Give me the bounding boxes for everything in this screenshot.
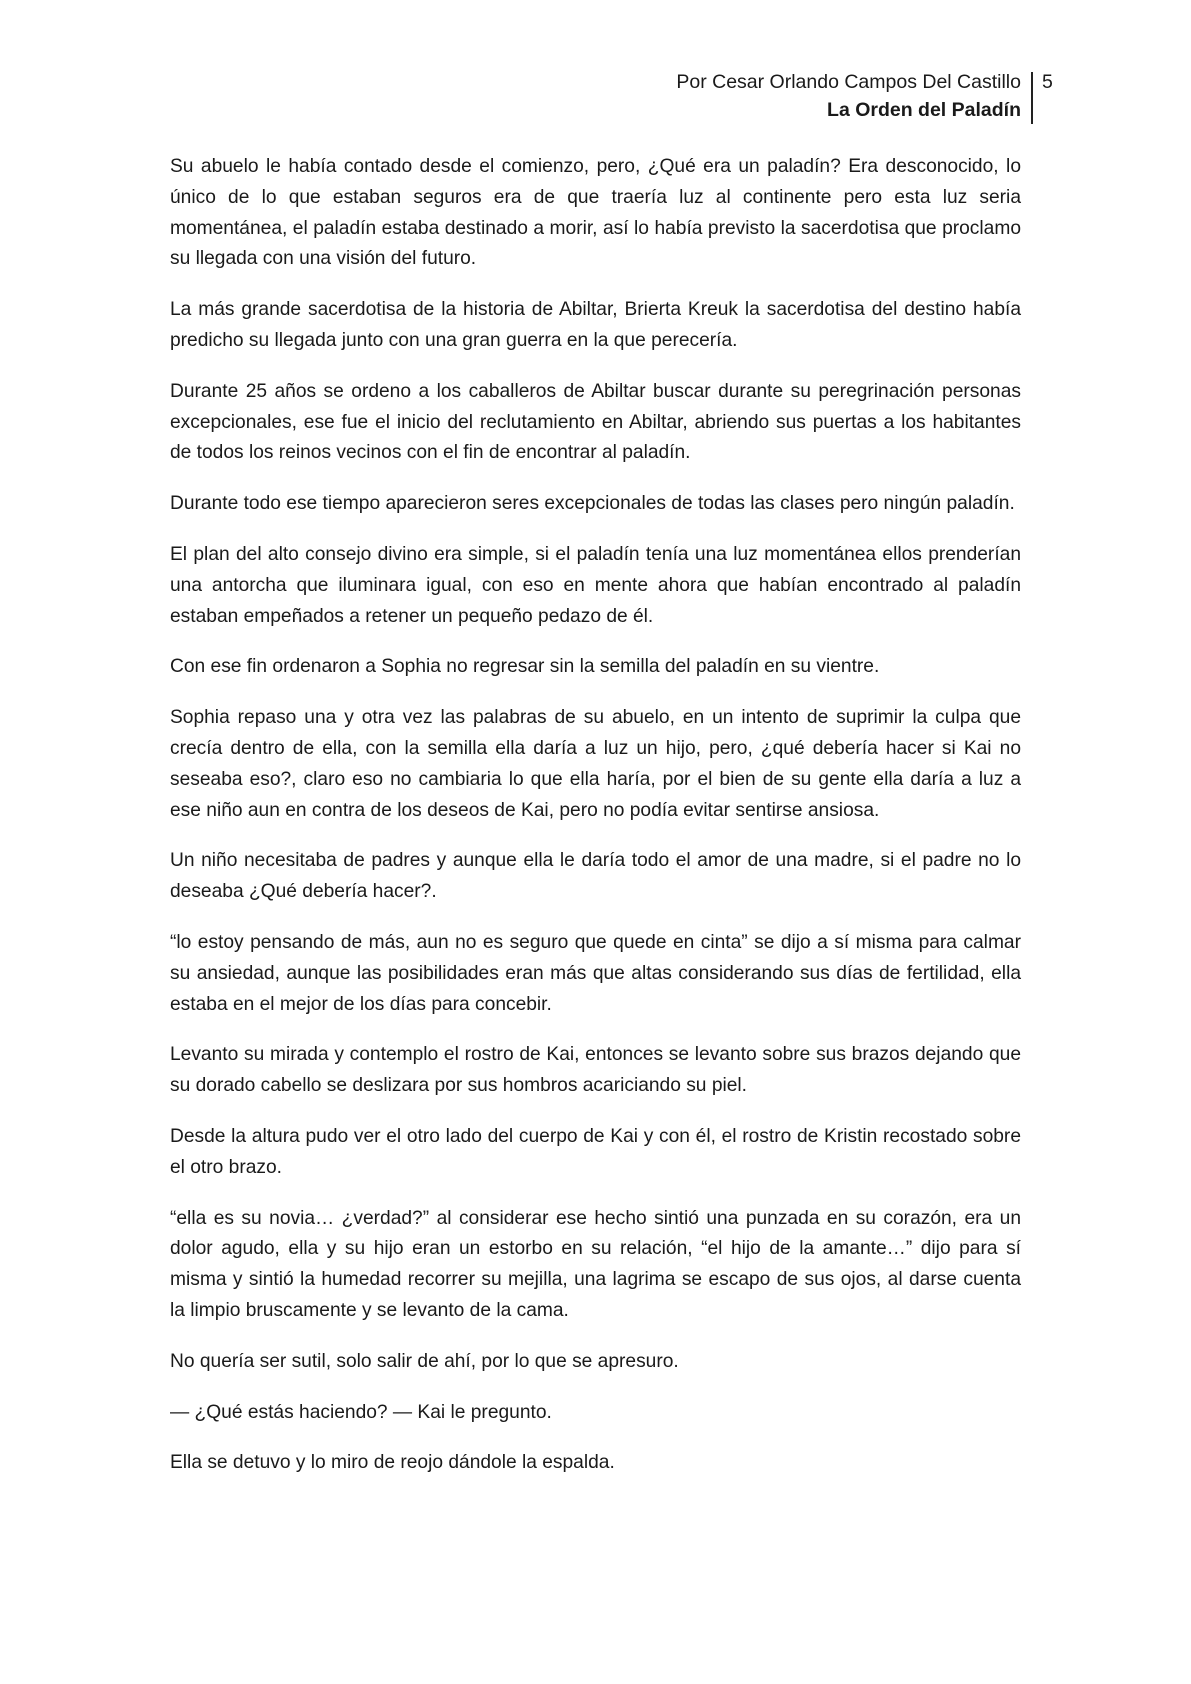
paragraph: No quería ser sutil, solo salir de ahí, por lo que se apresuro. [170, 1350, 679, 1372]
running-header [0, 68, 1021, 124]
body-text [170, 152, 1021, 1499]
paragraph: Ella se detuvo y lo miro de reojo dándole la espalda. [170, 1452, 615, 1474]
paragraph: Su abuelo le había contado desde el comienzo, pero, ¿Qué era un paladín? Era desconocido, lo único de lo que estaban seguros era de que traería luz al continente pero esta luz seria momentánea, el paladín estaba destinado a morir, así lo había previsto la sacerdotisa que proclamo su llegada con una visión del futuro. [170, 156, 1021, 270]
paragraph: Desde la altura pudo ver el otro lado del cuerpo de Kai y con él, el rostro de Kristin recostado sobre el otro brazo. [170, 1125, 1021, 1178]
page-number: 5 [1042, 71, 1053, 93]
paragraph: Un niño necesitaba de padres y aunque ella le daría todo el amor de una madre, si el padre no lo deseaba ¿Qué debería hacer?. [170, 850, 1021, 903]
paragraph: Con ese fin ordenaron a Sophia no regresar sin la semilla del paladín en su vientre. [170, 656, 880, 678]
paragraph: “ella es su novia… ¿verdad?” al considerar ese hecho sintió una punzada en su corazón, era un dolor agudo, ella y su hijo eran un estorbo en su relación, “el hijo de la amante…” dijo para sí misma y sintió la humedad recorrer su mejilla, una lagrima se escapo de sus ojos, al darse cuenta la limpio bruscamente y se levanto de la cama. [170, 1207, 1021, 1321]
paragraph: Durante 25 años se ordeno a los caballeros de Abiltar buscar durante su peregrinación personas excepcionales, ese fue el inicio del reclutamiento en Abiltar, abriendo sus puertas a los habitantes de todos los reinos vecinos con el fin de encontrar al paladín. [170, 380, 1021, 464]
header-author: Por Cesar Orlando Campos Del Castillo [676, 71, 1021, 93]
paragraph: La más grande sacerdotisa de la historia de Abiltar, Brierta Kreuk la sacerdotisa del destino había predicho su llegada junto con una gran guerra en la que perecería. [170, 299, 1021, 351]
paragraph: — ¿Qué estás haciendo? — Kai le pregunto. [170, 1401, 552, 1423]
header-divider [1031, 72, 1033, 124]
paragraph: Levanto su mirada y contemplo el rostro de Kai, entonces se levanto sobre sus brazos dejando que su dorado cabello se deslizara por sus hombros acariciando su piel. [170, 1044, 1021, 1097]
paragraph: Sophia repaso una y otra vez las palabras de su abuelo, en un intento de suprimir la culpa que crecía dentro de ella, con la semilla ella daría a luz un hijo, pero, ¿qué debería hacer si Kai no seseaba eso?, claro eso no cambiaria lo que ella haría, por el bien de su gente ella daría a luz a ese niño aun en contra de los deseos de Kai, pero no podía evitar sentirse ansiosa. [170, 707, 1021, 821]
header-book-title: La Orden del Paladín [827, 99, 1021, 121]
paragraph: El plan del alto consejo divino era simple, si el paladín tenía una luz momentánea ellos prenderían una antorcha que iluminara igual, con eso en mente ahora que habían encontrado al paladín estaban empeñados a retener un pequeño pedazo de él. [170, 543, 1021, 627]
paragraph: Durante todo ese tiempo aparecieron seres excepcionales de todas las clases pero ningún paladín. [170, 493, 1015, 515]
paragraph: “lo estoy pensando de más, aun no es seguro que quede en cinta” se dijo a sí misma para calmar su ansiedad, aunque las posibilidades eran más que altas considerando sus días de fertilidad, ella estaba en el mejor de los días para concebir. [170, 931, 1021, 1015]
